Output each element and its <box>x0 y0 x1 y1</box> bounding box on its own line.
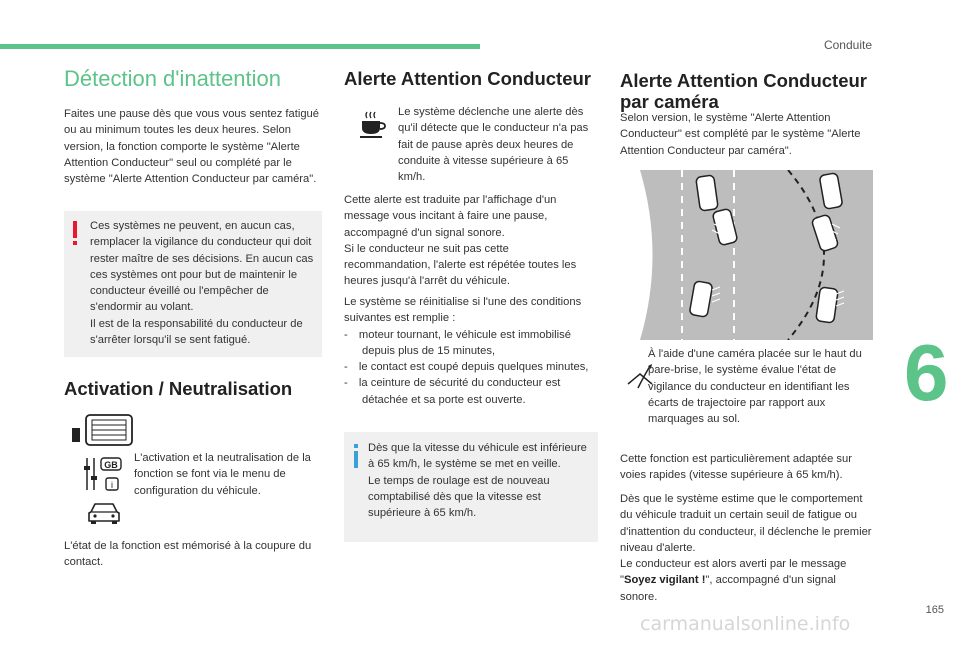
info-box <box>344 432 598 542</box>
alert-description <box>344 192 598 290</box>
info-text-line1: Dès que la vitesse du véhicule est inférieure à 65 km/h, le système se met en veille. <box>368 442 587 471</box>
warning-message-after: ", accompagné d'un signal sonore. <box>620 574 836 603</box>
fatigue-alert-text <box>620 491 874 605</box>
section-label: Conduite <box>823 38 872 52</box>
section-title-camera <box>620 70 867 112</box>
info-text-line2: Le temps de roulage est de nouveau comptabilisé dès que la vitesse est supérieure à 65 km/h. <box>368 474 550 520</box>
warning-message-text <box>620 556 874 605</box>
camera-intro: Selon version, le système "Alerte Attention Conducteur" est complété par le système "Alerte Attention Conducteur par caméra". <box>620 112 861 157</box>
lane-drift-illustration <box>620 170 873 340</box>
warning-message-before: Le conducteur est alors averti par le message " <box>620 558 847 587</box>
warning-text <box>90 218 316 348</box>
section-title-driver-attention: Alerte Attention Conducteur <box>344 68 592 89</box>
warning-text-line2: Il est de la responsabilité du conducteur de s'arrêter lorsqu'il se sent fatigué. <box>90 317 303 347</box>
warning-box <box>64 211 322 357</box>
activation-title: Activation / Neutralisation <box>64 378 293 399</box>
car-icon <box>86 500 122 526</box>
page-number: 165 <box>925 604 944 616</box>
page-title: Détection d'inattention <box>64 66 282 91</box>
camera-description: À l'aide d'une caméra placée sur le haut du pare-brise, le système évalue l'état de vigilance du conducteur en identifiant les écarts de trajectoire par rapport aux marquages au sol. <box>648 348 862 426</box>
info-text <box>368 440 592 521</box>
condition-item: - la ceinture de sécurité du conducteur est détachée et sa porte est ouverte. <box>344 377 561 406</box>
memory-text: L'état de la fonction est mémorisé à la coupure du contact. <box>64 540 312 569</box>
touchscreen-icon <box>72 414 134 448</box>
condition-item: - moteur tournant, le véhicule est immobilisé depuis plus de 15 minutes, <box>344 328 571 357</box>
warning-icon <box>70 221 84 247</box>
menu-badge-info: i <box>111 480 113 490</box>
coffee-cup-icon <box>358 110 386 140</box>
fatigue-text: Dès que le système estime que le comportement du véhicule traduit un certain seuil de fatigue ou d'inattention du conducteur, il déclenche le premier niveau d'alerte. <box>620 493 872 554</box>
suited-roads-text: Cette fonction est particulièrement adaptée sur voies rapides (vitesse supérieure à 65 km/h). <box>620 453 852 482</box>
activation-text: L'activation et la neutralisation de la fonction se font via le menu de configuration du véhicule. <box>134 452 311 497</box>
reset-conditions <box>344 294 598 408</box>
alert-description-line1: Cette alerte est traduite par l'affichage d'un message vous incitant à faire une pause, accompagné d'un signal sonore. <box>344 194 557 239</box>
condition-item: - le contact est coupé depuis quelques minutes, <box>344 361 589 374</box>
menu-badge-label: GB <box>104 460 118 470</box>
header-accent-bar <box>0 44 480 49</box>
intro-paragraph: Faites une pause dès que vous vous sentez fatigué ou au minimum toutes les deux heures. Selon version, la fonction comporte le système "Alerte Attention Conducteur" seul ou complété par le système "Alerte Attention Conducteur par caméra". <box>64 108 319 186</box>
watermark: carmanualsonline.info <box>640 613 851 635</box>
chapter-number: 6 <box>904 328 949 417</box>
info-icon <box>352 444 362 468</box>
warning-message-bold: Soyez vigilant ! <box>623 574 706 587</box>
settings-menu-icon <box>82 454 124 494</box>
driver-attention-intro: Le système déclenche une alerte dès qu'il détecte que le conducteur n'a pas fait de pause après deux heures de conduite à vitesse supérieure à 65 km/h. <box>398 106 589 184</box>
alert-description-line2: Si le conducteur ne suit pas cette recommandation, l'alerte est répétée toutes les heures jusqu'à l'arrêt du véhicule. <box>344 242 577 288</box>
camera-title-line1: Alerte Attention Conducteur <box>620 70 868 91</box>
chapter-tab <box>894 330 960 416</box>
reset-intro: Le système se réinitialise si l'une des conditions suivantes est remplie : <box>344 296 582 325</box>
warning-text-line1: Ces systèmes ne peuvent, en aucun cas, remplacer la vigilance du conducteur qui doit rester maître de ses décisions. En aucun cas ces systèmes ont pour but de maintenir le conducteur éveillé ou l'empêcher de s'endormir au volant. <box>90 220 314 314</box>
camera-title-line2: par caméra <box>620 91 719 112</box>
